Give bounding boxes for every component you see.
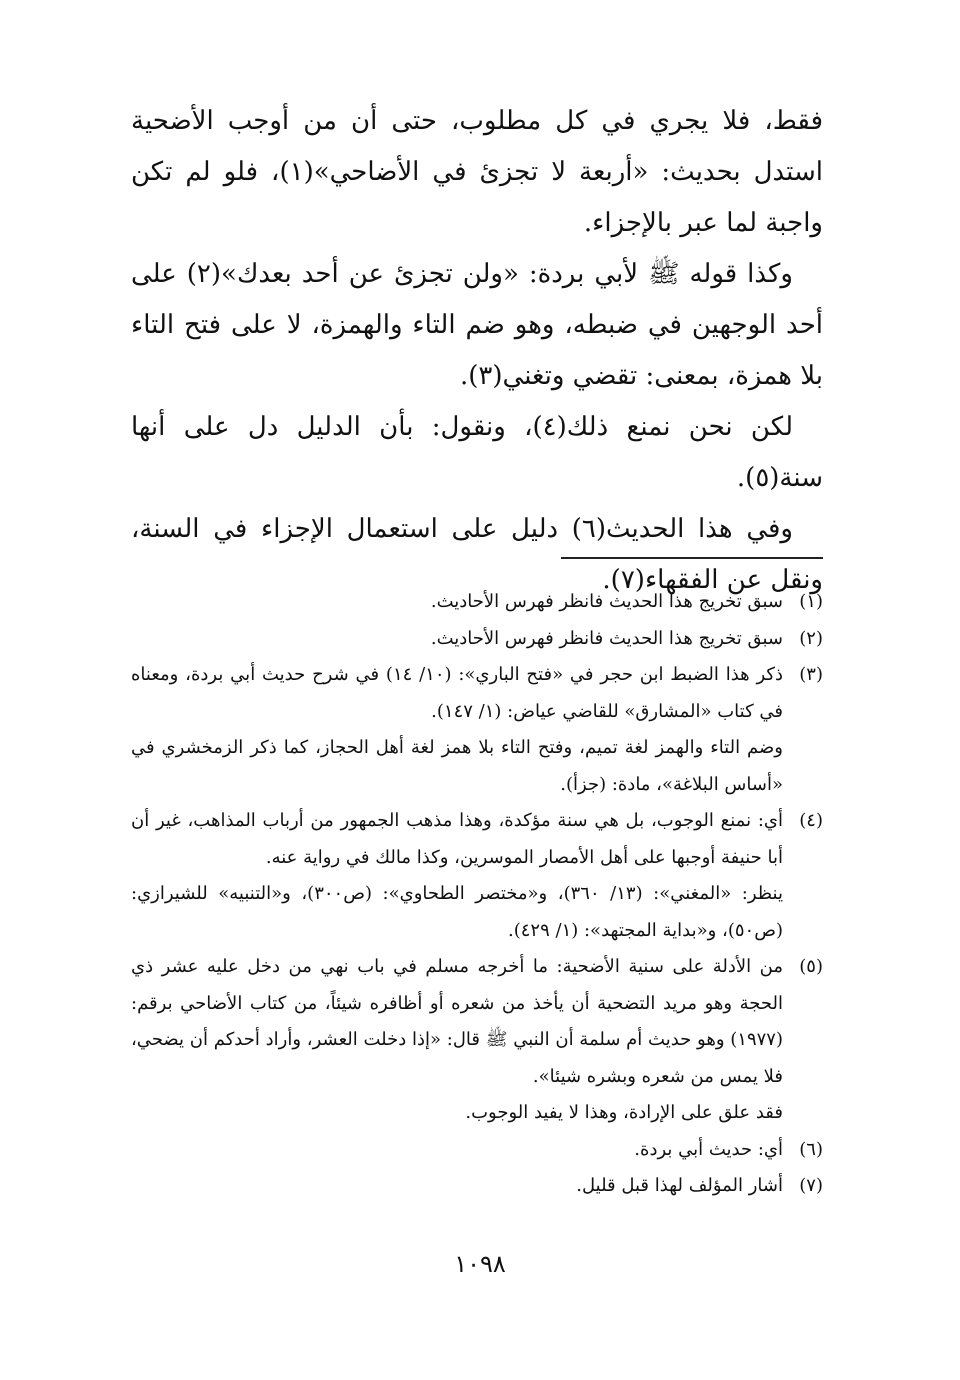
- footnote: [131, 803, 823, 949]
- footnote-body: [131, 949, 783, 1132]
- footnote-text: ينظر: «المغني»: (١٣/ ٣٦٠)، و«مختصر الطحاوي»: (ص٣٠٠)، و«التنبيه» للشيرازي: (ص٥٠)، و«بداية المجتهد»: (١/ ٤٢٩).: [131, 883, 783, 941]
- footnote-body: [131, 657, 783, 803]
- body-paragraph: فقط، فلا يجري في كل مطلوب، حتى أن من أوجب الأضحية استدل بحديث: «أربعة لا تجزئ في الأضاحي»(١)، فلو لم تكن واجبة لما عبر بالإجزاء.: [131, 106, 823, 238]
- footnote-number: (٤): [799, 810, 823, 831]
- footnote-text: سبق تخريج هذا الحديث فانظر فهرس الأحاديث.: [430, 627, 783, 649]
- footnote-separator: [561, 557, 823, 559]
- footnote-text: وضم التاء والهمز لغة تميم، وفتح التاء بلا همز لغة أهل الحجاز، كما ذكر الزمخشري في «أساس البلاغة»، مادة: (جزأ).: [131, 737, 783, 795]
- footnote-number: (٦): [799, 1138, 823, 1160]
- footnote-number: (٧): [799, 1175, 823, 1196]
- footnote: [131, 949, 823, 1132]
- footnote-body: [131, 621, 783, 658]
- footnote: [131, 1132, 823, 1169]
- footnote-body: [131, 584, 783, 621]
- footnote-number: (٢): [799, 627, 823, 649]
- footnote: [131, 657, 823, 803]
- footnote-text: أي: نمنع الوجوب، بل هي سنة مؤكدة، وهذا مذهب الجمهور من أرباب المذاهب، غير أن أبا حنيفة أوجبها على أهل الأمصار الموسرين، وكذا مالك في رواية عنه.: [131, 810, 783, 868]
- body-paragraph: وكذا قوله ﷺ لأبي بردة: «ولن تجزئ عن أحد بعدك»(٢) على أحد الوجهين في ضبطه، وهو ضم التاء والهمزة، لا على فتح التاء بلا همزة، بمعنى: تقضي وتغني(٣).: [131, 259, 823, 391]
- main-text: [131, 96, 823, 606]
- footnote-number: (١): [799, 591, 823, 612]
- body-paragraph: لكن نحن نمنع ذلك(٤)، ونقول: بأن الدليل دل على أنها سنة(٥).: [131, 412, 823, 493]
- footnote: [131, 1168, 823, 1205]
- footnote-text: سبق تخريج هذا الحديث فانظر فهرس الأحاديث.: [430, 591, 783, 612]
- footnote-number: (٥): [799, 956, 823, 977]
- footnote-text: فقد علق على الإرادة، وهذا لا يفيد الوجوب.: [465, 1102, 783, 1123]
- body-paragraph: وفي هذا الحديث(٦) دليل على استعمال الإجزاء في السنة، ونقل عن الفقهاء(٧).: [131, 514, 823, 595]
- footnote-text: أي: حديث أبي بردة.: [634, 1138, 783, 1160]
- page-number: ١٠٩٨: [454, 1250, 506, 1278]
- footnote: [131, 621, 823, 658]
- footnote-text: ذكر هذا الضبط ابن حجر في «فتح الباري»: (١٠/ ١٤) في شرح حديث أبي بردة، ومعناه في كتاب «المشارق» للقاضي عياض: (١/ ١٤٧).: [131, 664, 783, 722]
- footnotes: [131, 584, 823, 1205]
- footnote-body: [131, 1132, 783, 1169]
- footnote: [131, 584, 823, 621]
- footnote-text: أشار المؤلف لهذا قبل قليل.: [576, 1175, 783, 1196]
- footnote-body: [131, 1168, 783, 1205]
- footnote-number: (٣): [799, 664, 823, 685]
- footnote-text: من الأدلة على سنية الأضحية: ما أخرجه مسلم في باب نهي من دخل عليه عشر ذي الحجة وهو مريد التضحية أن يأخذ من شعره أو أظافره شيئاً، من كتاب الأضاحي برقم: (١٩٧٧) وهو حديث أم سلمة أن النبي ﷺ قال: «إذا دخلت العشر، وأراد أحدكم أن يضحي، فلا يمس من شعره وبشره شيئا».: [131, 956, 783, 1087]
- footnote-body: [131, 803, 783, 949]
